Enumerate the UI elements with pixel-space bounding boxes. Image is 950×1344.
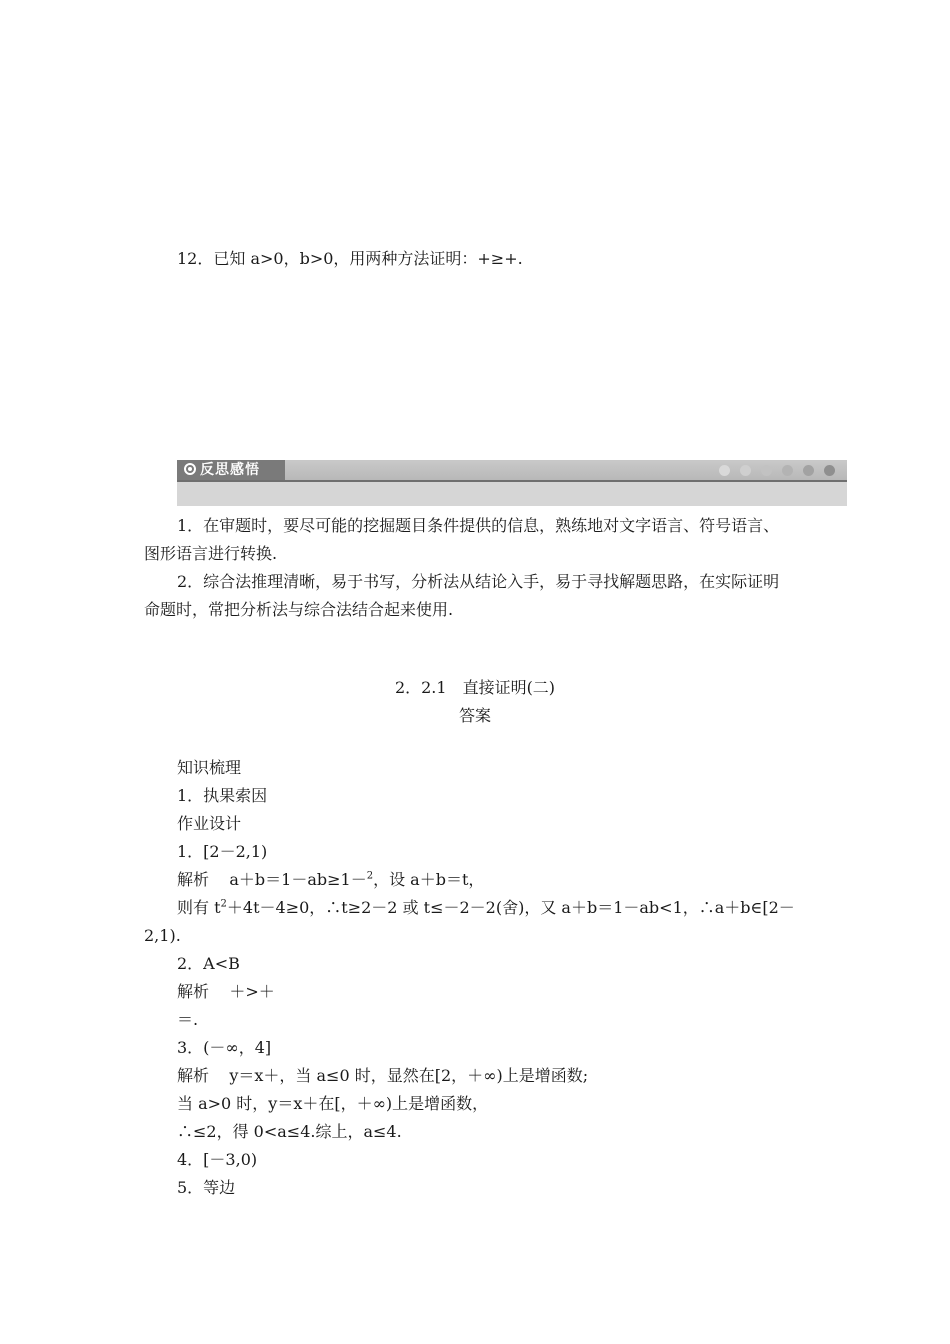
superscript: 2 — [220, 898, 227, 910]
answer-5: 5．等边 — [177, 1178, 236, 1197]
reflection-p2-line2: 命题时，常把分析法与综合法结合起来使用. — [144, 600, 454, 619]
analysis-label: 解析 — [177, 982, 210, 1001]
section-title: 2．2.1 直接证明(二) — [394, 678, 556, 697]
answer-1: 1．[2－2,1) — [177, 842, 268, 861]
analysis-expr: a＋b＝1－ab≥1－ — [229, 870, 367, 889]
answer-3-analysis — [177, 1066, 588, 1086]
analysis-expr-tail: ，设 a＋b＝t， — [373, 870, 485, 889]
knowledge-heading: 知识梳理 — [177, 758, 242, 777]
banner-dot-icon — [719, 465, 730, 476]
banner-label — [177, 460, 285, 480]
analysis-label: 解析 — [177, 870, 210, 889]
answer-1-line2 — [177, 898, 795, 918]
answer-1-line3: 2,1). — [144, 926, 181, 945]
banner-dot-icon — [824, 465, 835, 476]
superscript: 2 — [366, 870, 374, 882]
reflection-banner — [177, 460, 847, 506]
answer-1-analysis — [177, 870, 484, 890]
analysis-expr: ＋>＋ — [229, 982, 275, 1001]
reflection-p2-line1: 2．综合法推理清晰，易于书写，分析法从结论入手，易于寻找解题思路，在实际证明 — [177, 572, 780, 591]
banner-label-text: 反思感悟 — [200, 462, 260, 478]
analysis-label: 解析 — [177, 1066, 210, 1085]
analysis-expr: y＝x＋，当 a≤0 时，显然在[2，＋∞)上是增函数; — [229, 1066, 589, 1085]
reflection-p1-line2: 图形语言进行转换. — [144, 544, 278, 563]
banner-dot-icon — [740, 465, 751, 476]
answer-3: 3．(－∞，4] — [177, 1038, 272, 1057]
section-subtitle: 答案 — [458, 706, 491, 725]
answer-2-line2: ＝. — [177, 1010, 199, 1029]
homework-heading: 作业设计 — [177, 814, 242, 833]
answer-3-line3: ∴≤2，得 0<a≤4.综上，a≤4. — [177, 1122, 402, 1141]
line-post: ＋4t－4≥0，∴t≥2－2 或 t≤－2－2(舍)，又 a＋b＝1－ab<1，∴a＋b∈[2－ — [226, 898, 795, 917]
banner-dot-icon — [761, 465, 772, 476]
line-pre: 则有 t — [177, 898, 221, 917]
banner-bottom-bar — [177, 482, 847, 506]
answer-k1: 1．执果索因 — [177, 786, 268, 805]
bullet-circle-icon — [184, 463, 196, 475]
answer-2-analysis — [177, 982, 275, 1002]
reflection-p1-line1: 1．在审题时，要尽可能的挖掘题目条件提供的信息，熟练地对文字语言、符号语言、 — [177, 516, 780, 535]
banner-dot-icon — [782, 465, 793, 476]
problem-12: 12．已知 a>0，b>0，用两种方法证明：+≥+. — [177, 249, 523, 268]
answer-3-line2: 当 a>0 时，y＝x＋在[，＋∞)上是增函数， — [177, 1094, 489, 1113]
answer-2: 2．A<B — [177, 954, 240, 973]
answer-4: 4．[－3,0) — [177, 1150, 258, 1169]
banner-dot-icon — [803, 465, 814, 476]
